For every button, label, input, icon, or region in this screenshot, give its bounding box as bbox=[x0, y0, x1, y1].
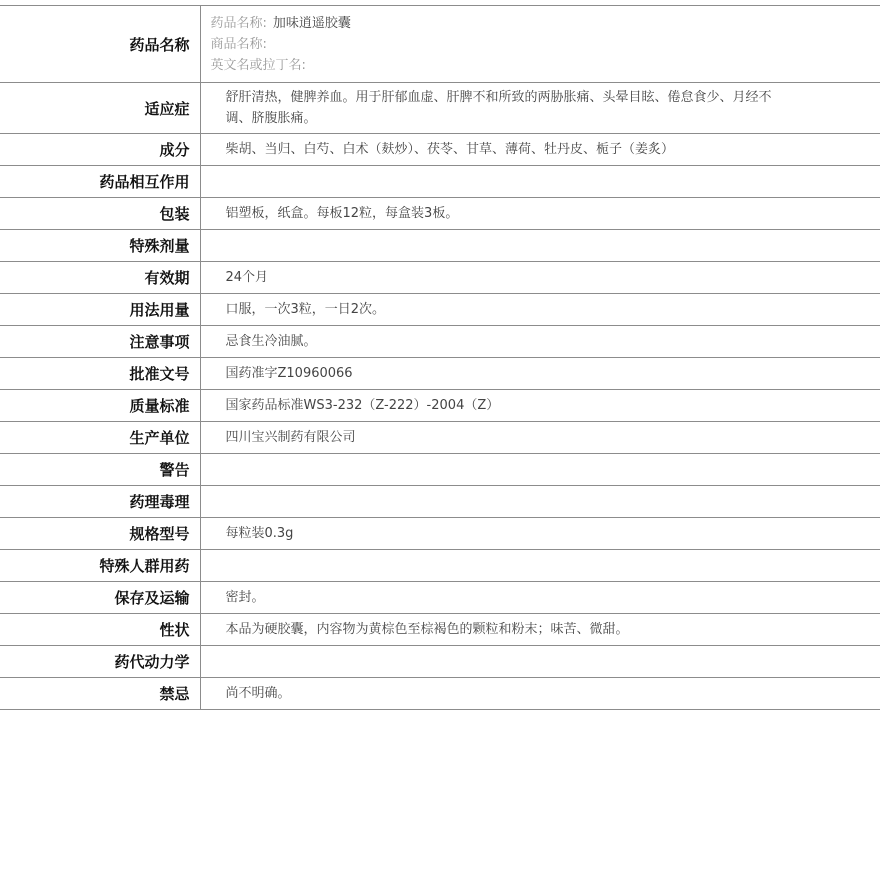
usage-dosage-value: 口服，一次3粒，一日2次。 bbox=[200, 294, 880, 326]
quality-standard-value: 国家药品标准WS3-232（Z-222）-2004（Z） bbox=[200, 390, 880, 422]
special-dosage-value bbox=[200, 230, 880, 262]
precautions-row bbox=[0, 326, 880, 358]
manufacturer-value: 四川宝兴制药有限公司 bbox=[200, 422, 880, 454]
contraindications-label: 禁忌 bbox=[0, 678, 200, 710]
manufacturer-row bbox=[0, 422, 880, 454]
warning-value bbox=[200, 454, 880, 486]
shelf-life-label: 有效期 bbox=[0, 262, 200, 294]
ingredients-label: 成分 bbox=[0, 134, 200, 166]
interactions-value bbox=[200, 166, 880, 198]
special-dosage-label: 特殊剂量 bbox=[0, 230, 200, 262]
precautions-label: 注意事项 bbox=[0, 326, 200, 358]
usage-dosage-row bbox=[0, 294, 880, 326]
warning-label: 警告 bbox=[0, 454, 200, 486]
usage-dosage-label: 用法用量 bbox=[0, 294, 200, 326]
drug-name-label: 药品名称 bbox=[0, 6, 200, 83]
special-dosage-row bbox=[0, 230, 880, 262]
ingredients-row bbox=[0, 134, 880, 166]
pharmacology-value bbox=[200, 486, 880, 518]
warning-row bbox=[0, 454, 880, 486]
indications-value bbox=[200, 83, 880, 134]
pharmacokinetics-row bbox=[0, 646, 880, 678]
latin-name-key: 英文名或拉丁名: bbox=[210, 57, 306, 73]
approval-number-row bbox=[0, 358, 880, 390]
pharmacokinetics-value bbox=[200, 646, 880, 678]
description-row bbox=[0, 614, 880, 646]
indications-label: 适应症 bbox=[0, 83, 200, 134]
latin-name-line bbox=[211, 55, 880, 76]
trade-name-line bbox=[211, 34, 880, 55]
description-value: 本品为硬胶囊，内容物为黄棕色至棕褐色的颗粒和粉末；味苦、微甜。 bbox=[200, 614, 880, 646]
packaging-row bbox=[0, 198, 880, 230]
drug-name-row bbox=[0, 6, 880, 83]
description-label: 性状 bbox=[0, 614, 200, 646]
indications-row bbox=[0, 83, 880, 134]
storage-label: 保存及运输 bbox=[0, 582, 200, 614]
specification-label: 规格型号 bbox=[0, 518, 200, 550]
packaging-value: 铝塑板，纸盒。每板12粒，每盒装3板。 bbox=[200, 198, 880, 230]
special-population-label: 特殊人群用药 bbox=[0, 550, 200, 582]
manufacturer-label: 生产单位 bbox=[0, 422, 200, 454]
pharmacology-row bbox=[0, 486, 880, 518]
trade-name-key: 商品名称: bbox=[210, 36, 267, 52]
contraindications-value: 尚不明确。 bbox=[200, 678, 880, 710]
drug-name-cell bbox=[200, 6, 880, 83]
indications-text: 舒肝清热，健脾养血。用于肝郁血虚、肝脾不和所致的两胁胀痛、头晕目眩、倦怠食少、月经不调、脐腹胀痛。 bbox=[225, 90, 772, 126]
quality-standard-label: 质量标准 bbox=[0, 390, 200, 422]
interactions-row bbox=[0, 166, 880, 198]
shelf-life-value: 24个月 bbox=[200, 262, 880, 294]
contraindications-row bbox=[0, 678, 880, 710]
pharmacology-label: 药理毒理 bbox=[0, 486, 200, 518]
specification-row bbox=[0, 518, 880, 550]
pharmacokinetics-label: 药代动力学 bbox=[0, 646, 200, 678]
special-population-row bbox=[0, 550, 880, 582]
drug-name-block bbox=[201, 13, 880, 76]
approval-number-value: 国药准字Z10960066 bbox=[200, 358, 880, 390]
generic-name-value: 加味逍遥胶囊 bbox=[272, 15, 351, 31]
generic-name-key: 药品名称: bbox=[210, 15, 267, 31]
ingredients-value: 柴胡、当归、白芍、白术（麸炒）、茯苓、甘草、薄荷、牡丹皮、栀子（姜炙） bbox=[200, 134, 880, 166]
storage-row bbox=[0, 582, 880, 614]
shelf-life-row bbox=[0, 262, 880, 294]
packaging-label: 包装 bbox=[0, 198, 200, 230]
interactions-label: 药品相互作用 bbox=[0, 166, 200, 198]
specification-value: 每粒装0.3g bbox=[200, 518, 880, 550]
precautions-value: 忌食生冷油腻。 bbox=[200, 326, 880, 358]
quality-standard-row bbox=[0, 390, 880, 422]
drug-info-table bbox=[0, 5, 880, 710]
approval-number-label: 批准文号 bbox=[0, 358, 200, 390]
special-population-value bbox=[200, 550, 880, 582]
generic-name-line bbox=[211, 13, 880, 34]
storage-value: 密封。 bbox=[200, 582, 880, 614]
